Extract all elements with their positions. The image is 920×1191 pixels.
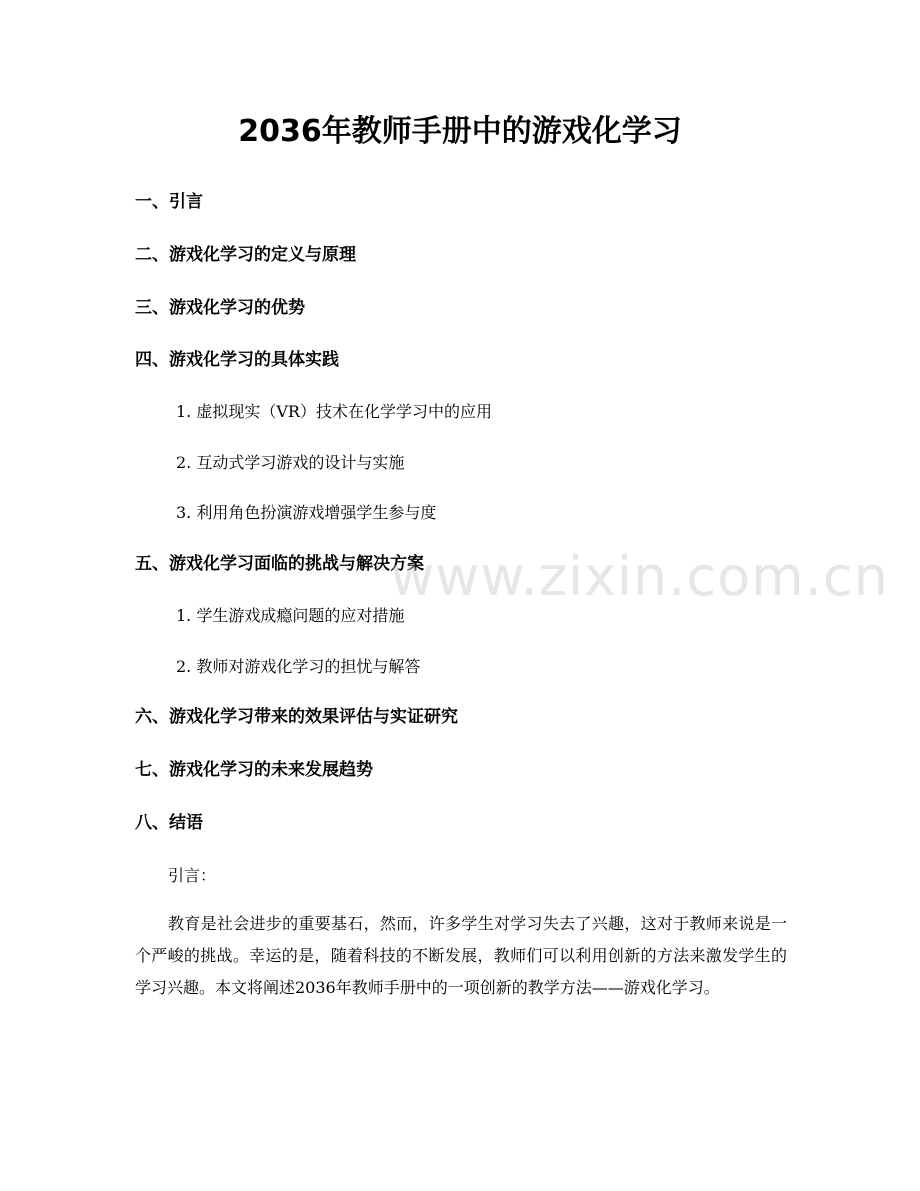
- intro-label: 引言：: [168, 866, 217, 885]
- toc-subitem-addiction: 1. 学生游戏成瘾问题的应对措施: [176, 606, 405, 625]
- toc-heading-future: 七、游戏化学习的未来发展趋势: [135, 760, 373, 780]
- toc-heading-practice: 四、游戏化学习的具体实践: [135, 350, 339, 370]
- toc-subitem-teacher-concerns: 2. 教师对游戏化学习的担忧与解答: [176, 657, 421, 676]
- toc-subitem-interactive-games: 2. 互动式学习游戏的设计与实施: [176, 453, 405, 472]
- toc-heading-evaluation: 六、游戏化学习带来的效果评估与实证研究: [135, 707, 458, 727]
- toc-heading-conclusion: 八、结语: [135, 813, 203, 833]
- toc-subitem-role-play: 3. 利用角色扮演游戏增强学生参与度: [176, 503, 437, 522]
- toc-heading-advantages: 三、游戏化学习的优势: [135, 298, 305, 318]
- toc-heading-definition: 二、游戏化学习的定义与原理: [135, 245, 356, 265]
- toc-heading-challenges: 五、游戏化学习面临的挑战与解决方案: [135, 554, 424, 574]
- intro-paragraph: 教育是社会进步的重要基石，然而，许多学生对学习失去了兴趣，这对于教师来说是一个严峻的挑战。幸运的是，随着科技的不断发展，教师们可以利用创新的方法来激发学生的学习兴趣。本文将阐述2036年教师手册中的一项创新的教学方法——游戏化学习。: [135, 914, 787, 997]
- document-title: 2036年教师手册中的游戏化学习: [238, 114, 682, 149]
- toc-subitem-vr: 1. 虚拟现实（VR）技术在化学学习中的应用: [176, 402, 492, 421]
- watermark-text: www.zixin.com.cn: [390, 545, 889, 608]
- toc-heading-introduction: 一、引言: [135, 192, 203, 212]
